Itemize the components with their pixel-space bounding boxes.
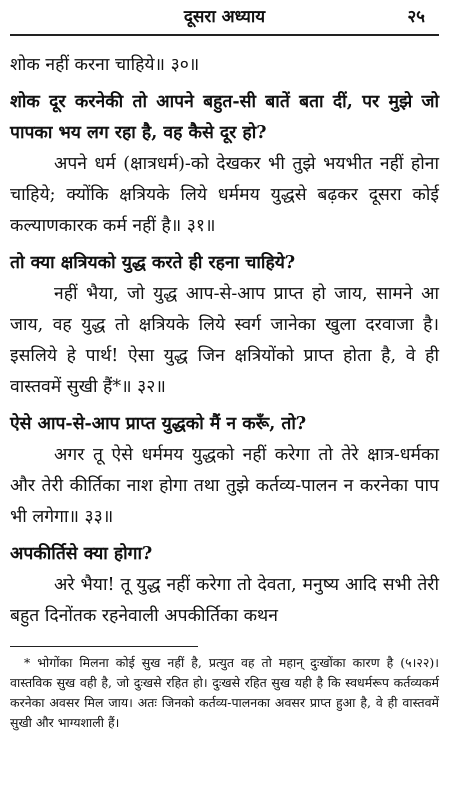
question-2: तो क्या क्षत्रियको युद्ध करते ही रहना चाहिये? <box>10 253 296 273</box>
footnote-text: * भोगोंका मिलना कोई सुख नहीं है, प्रत्युत वह तो महान् दुःखोंका कारण है (५।२२)। वास्तविक सुख वही है, जो दुःखसे रहित हो। दुःखसे रहित सुख यही है कि स्वधर्मरूप कर्तव्यकर्म करनेका अवसर मिल जाय। अतः जिनको कर्तव्य-पालनका अवसर प्राप्त हुआ है, वे ही वास्तवमें सुखी और भाग्यशाली हैं। <box>10 655 439 730</box>
header-rule <box>10 34 439 36</box>
footnote-rule <box>10 646 198 647</box>
question-4: अपकीर्तिसे क्या होगा? <box>10 544 153 564</box>
answer-4: अरे भैया! तू युद्ध नहीं करेगा तो देवता, मनुष्य आदि सभी तेरी बहुत दिनोंतक रहनेवाली अपकीर्तिका कथन <box>10 575 439 626</box>
footnote <box>10 653 439 733</box>
question-3: ऐसे आप-से-आप प्राप्त युद्धको मैं न करूँ, तो? <box>10 414 307 434</box>
chapter-title: दूसरा अध्याय <box>183 7 266 27</box>
page-header <box>10 0 439 34</box>
answer-1: अपने धर्म (क्षात्रधर्म)-को देखकर भी तुझे भयभीत नहीं होना चाहिये; क्योंकि क्षत्रियके लिये धर्ममय युद्धसे बढ़कर दूसरा कोई कल्याणकारक कर्म नहीं है॥ ३१॥ <box>10 154 439 236</box>
paragraph-30-end: शोक नहीं करना चाहिये॥ ३०॥ <box>10 55 200 75</box>
page-body <box>10 50 439 632</box>
answer-3: अगर तू ऐसे धर्ममय युद्धको नहीं करेगा तो तेरे क्षात्र-धर्मका और तेरी कीर्तिका नाश होगा तथा तुझे कर्तव्य-पालन न करनेका पाप भी लगेगा॥ ३३॥ <box>10 445 439 527</box>
question-1: शोक दूर करनेकी तो आपने बहुत-सी बातें बता दीं, पर मुझे जो पापका भय लग रहा है, वह कैसे दूर हो? <box>10 92 439 143</box>
answer-2: नहीं भैया, जो युद्ध आप-से-आप प्राप्त हो जाय, सामने आ जाय, वह युद्ध तो क्षत्रियके लिये स्वर्ग जानेका खुला दरवाजा है। इसलिये हे पार्थ! ऐसा युद्ध जिन क्षत्रियोंको प्राप्त होता है, वे ही वास्तवमें सुखी हैं*॥ ३२॥ <box>10 284 439 397</box>
page-number: २५ <box>407 7 425 27</box>
